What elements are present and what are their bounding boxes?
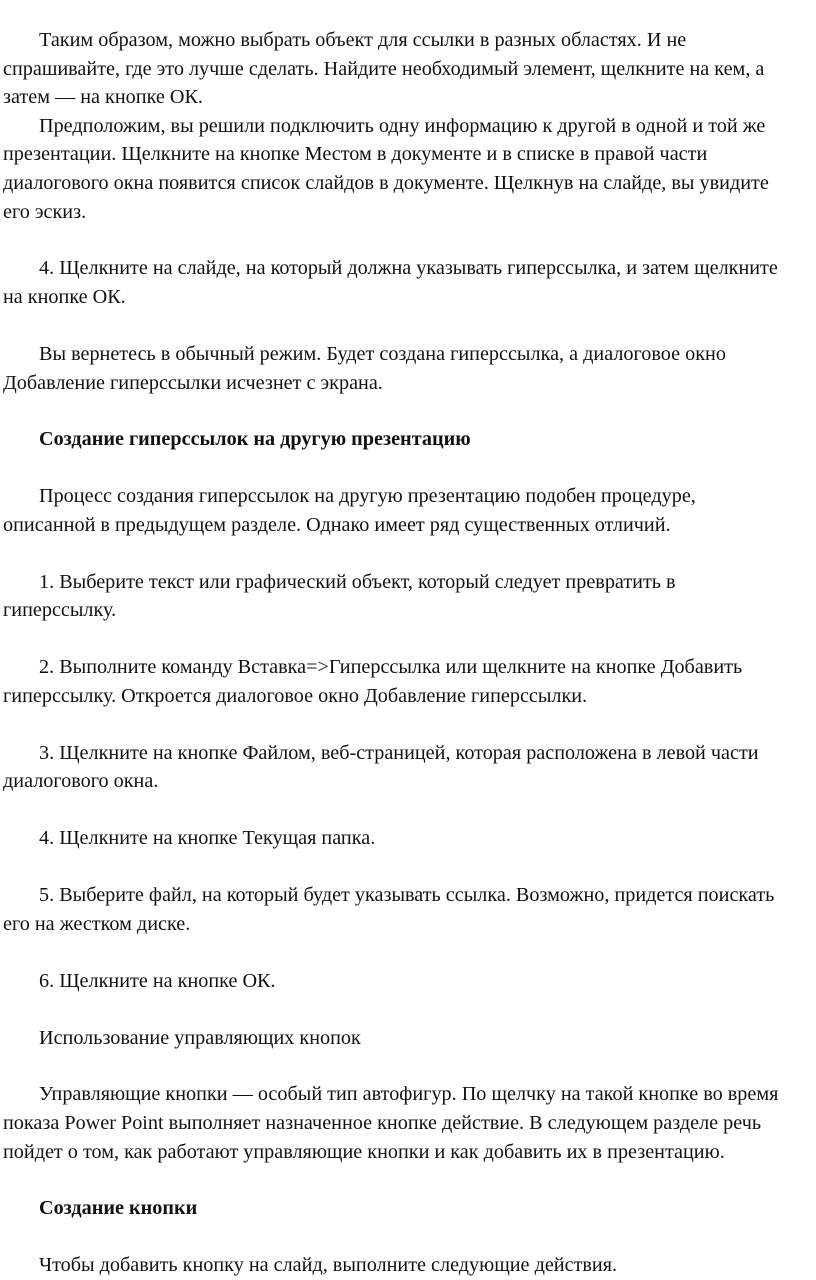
heading-text: Создание кнопки: [39, 1197, 198, 1220]
text-line: Вы вернетесь в обычный режим. Будет создана гиперссылка, а диалоговое окно: [39, 342, 726, 365]
text-line: Предположим, вы решили подключить одну информацию к другой в одной и той же: [39, 114, 766, 137]
paragraph-object-selection: [0, 26, 808, 112]
text-line: презентации. Щелкните на кнопке Местом в документе и в списке в правой части: [3, 143, 708, 166]
text-line: 4. Щелкните на слайде, на который должна указывать гиперссылка, и затем щелкните: [39, 257, 778, 280]
text-line: Управляющие кнопки — особый тип автофигур. По щелчку на такой кнопке во время: [39, 1083, 779, 1106]
paragraph-action-buttons: [0, 1080, 808, 1166]
heading-text: Создание гиперссылок на другую презентацию: [39, 428, 471, 451]
text-line: описанной в предыдущем разделе. Однако имеет ряд существенных отличий.: [3, 513, 671, 536]
paragraph-process-description: [0, 482, 808, 539]
text-line: пойдет о том, как работают управляющие кнопки и как добавить их в презентацию.: [3, 1140, 725, 1163]
text-line: 5. Выберите файл, на который будет указывать ссылка. Возможно, придется поискать: [39, 884, 775, 907]
text-line: его эскиз.: [3, 200, 87, 223]
text-line: Чтобы добавить кнопку на слайд, выполните следующие действия.: [39, 1254, 618, 1277]
step-6-click-ok: [0, 967, 808, 996]
step-5-select-file: [0, 881, 808, 938]
text-line: Процесс создания гиперссылок на другую презентацию подобен процедуре,: [39, 485, 696, 508]
step-4-click-slide: [0, 254, 808, 311]
heading-hyperlinks-other-presentation: [0, 425, 808, 454]
text-line: его на жестком диске.: [3, 912, 191, 935]
heading-creating-button: [0, 1194, 808, 1223]
paragraph-same-presentation: [0, 112, 808, 226]
paragraph-return-normal-mode: [0, 340, 808, 397]
text-line: гиперссылку. Откроется диалоговое окно Добавление гиперссылки.: [3, 684, 588, 707]
heading-using-action-buttons: [0, 1024, 808, 1053]
text-line: диалогового окна.: [3, 770, 159, 793]
step-2-insert-hyperlink: [0, 653, 808, 710]
text-line: 3. Щелкните на кнопке Файлом, веб-страницей, которая расположена в левой части: [39, 741, 759, 764]
text-line: затем — на кнопке ОК.: [3, 86, 203, 109]
step-4-current-folder: [0, 824, 808, 853]
text-line: показа Power Point выполняет назначенное кнопке действие. В следующем разделе речь: [3, 1112, 762, 1134]
text-line: 4. Щелкните на кнопке Текущая папка.: [39, 827, 376, 850]
text-line: 1. Выберите текст или графический объект, который следует превратить в: [39, 570, 676, 593]
text-line: Таким образом, можно выбрать объект для ссылки в разных областях. И не: [39, 29, 687, 51]
text-line: гиперссылку.: [3, 599, 117, 622]
step-3-file-web-page: [0, 739, 808, 796]
text-line: диалогового окна появится список слайдов в документе. Щелкнув на слайде, вы увидите: [3, 171, 769, 194]
text-line: спрашивайте, где это лучше сделать. Найдите необходимый элемент, щелкните на кем, а: [3, 57, 765, 80]
text-line: 6. Щелкните на кнопке ОК.: [39, 969, 276, 992]
text-line: 2. Выполните команду Вставка=>Гиперссылка или щелкните на кнопке Добавить: [39, 656, 743, 679]
document-page: [0, 26, 808, 1280]
step-1-select-object: [0, 568, 808, 625]
text-line: на кнопке ОК.: [3, 286, 126, 309]
text-line: Добавление гиперссылки исчезнет с экрана.: [3, 371, 383, 394]
heading-text: Использование управляющих кнопок: [39, 1026, 361, 1049]
